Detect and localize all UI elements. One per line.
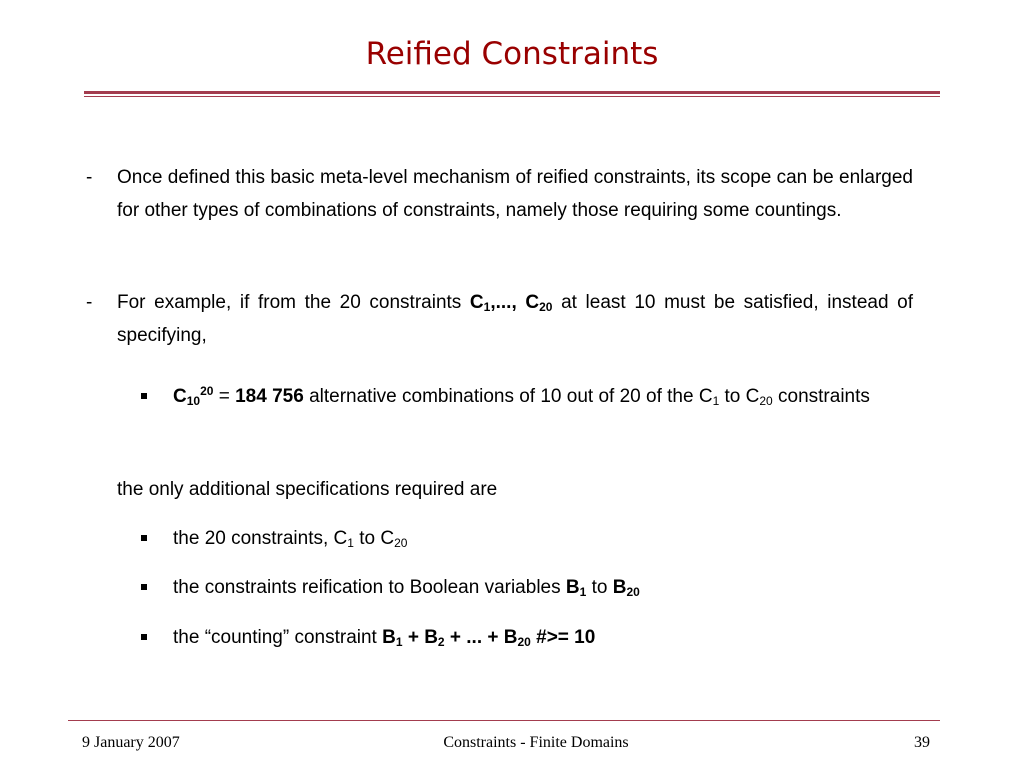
square-bullet-icon bbox=[141, 535, 147, 541]
square-bullet-icon bbox=[141, 393, 147, 399]
spec-item-2: the constraints reification to Boolean variables $B_1$ to $B_{20}$ bbox=[173, 577, 640, 599]
slide-title: Reified Constraints bbox=[365, 36, 659, 72]
footer-course: Constraints - Finite Domains bbox=[443, 734, 629, 751]
bullet-paragraph-1: Once defined this basic meta-level mechanism of reified constraints, its scope can be enlarged for other types of combinations of constraints, namely those requiring some countings. bbox=[117, 167, 913, 221]
square-bullet-icon bbox=[141, 584, 147, 590]
dash-marker-2: - bbox=[86, 292, 93, 313]
spec-item-1: the 20 constraints, $C_1$ to $C_{20}$ bbox=[173, 528, 408, 550]
footer-rule bbox=[68, 720, 940, 721]
dash-marker-1: - bbox=[86, 167, 93, 188]
title-rule-thin bbox=[84, 96, 940, 97]
footer-page-number: 39 bbox=[914, 734, 930, 751]
spec-item-3: the “counting” constraint $B_1 + B_2$ + ... + $B_{20}$ #>= 10 bbox=[173, 627, 596, 649]
square-bullet-icon bbox=[141, 634, 147, 640]
footer-date: 9 January 2007 bbox=[82, 734, 180, 751]
combination-text: $C_{10}^{20} = 184$ 756 alternative combinations of 10 out of 20 of the $C_1$ to $C_{20}$ constraints bbox=[173, 384, 870, 408]
specs-intro: the only additional specifications required are bbox=[117, 479, 498, 500]
bullet-paragraph-2: For example, if from the 20 constraints $C_1$,..., $C_{20}$ at least 10 must be satisfied, instead of specifying, bbox=[117, 292, 913, 346]
title-rule-thick bbox=[84, 91, 940, 94]
